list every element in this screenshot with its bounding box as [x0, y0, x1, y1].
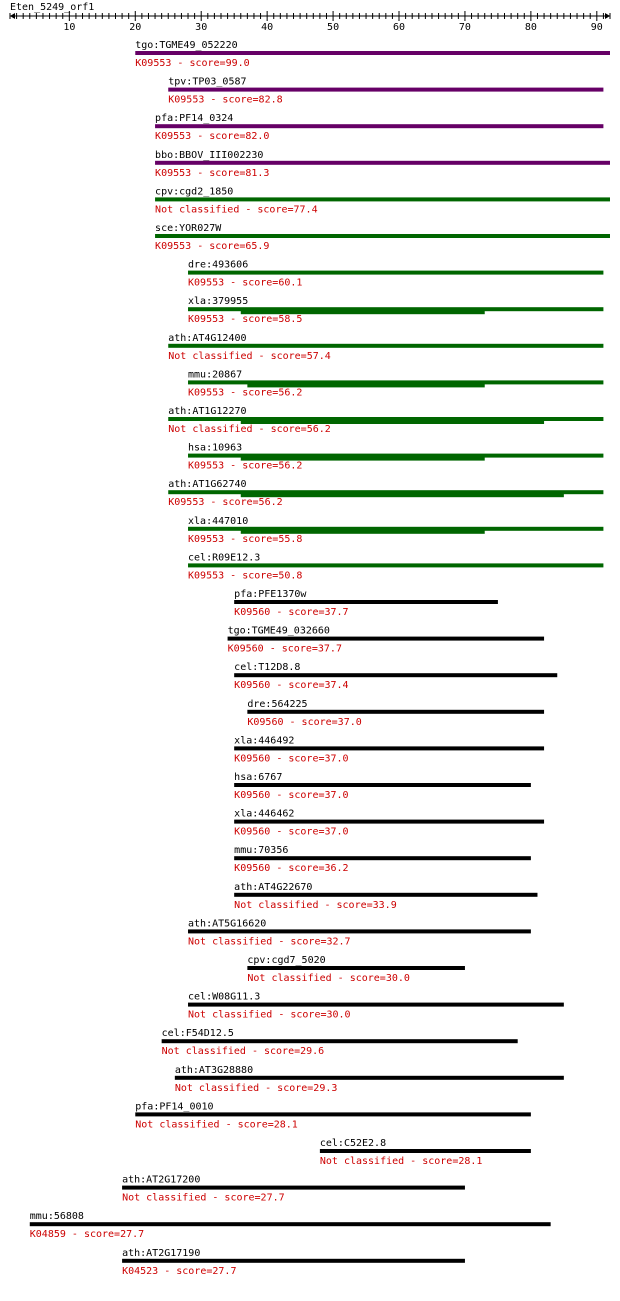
hit-bar: [188, 271, 603, 275]
hit-bar: [234, 746, 544, 750]
hit-row: [162, 1028, 518, 1057]
hit-bar: [234, 820, 544, 824]
hit-name: ath:AT4G12400: [168, 332, 247, 344]
hit-row: [188, 516, 603, 545]
hit-row: [168, 333, 603, 362]
hit-row: [234, 882, 537, 911]
hit-row: [188, 296, 603, 325]
hit-name: pfa:PF14_0324: [155, 113, 234, 125]
hit-row: [234, 735, 544, 764]
hit-description: K09560 - score=37.7: [234, 607, 349, 618]
hit-bar: [320, 1149, 531, 1153]
hit-row: [168, 77, 603, 106]
hit-bar: [168, 88, 603, 92]
position-ruler: [10, 11, 610, 33]
hit-name: ath:AT2G17200: [122, 1174, 201, 1186]
ruler-tick-label: 70: [458, 22, 471, 33]
hit-name: ath:AT1G62740: [168, 479, 247, 491]
hit-bar: [247, 966, 465, 970]
hit-row: [234, 772, 531, 801]
hit-description: K09553 - score=81.3: [155, 167, 270, 179]
hit-row: [168, 479, 603, 508]
hit-row: [30, 1211, 551, 1240]
hit-row: [155, 186, 610, 215]
hit-row: [155, 113, 603, 142]
hit-row: [247, 699, 544, 728]
hit-bar: [155, 124, 603, 128]
hit-row: [188, 552, 603, 581]
hit-description: K09553 - score=58.5: [188, 314, 303, 326]
ruler-tick-label: 30: [195, 22, 208, 33]
hit-bar: [122, 1186, 465, 1190]
hit-name: dre:564225: [247, 698, 308, 710]
hit-bar: [155, 197, 610, 201]
hit-description: K09553 - score=56.2: [188, 460, 303, 472]
hit-name: tgo:TGME49_032660: [227, 625, 330, 637]
hit-bar: [247, 710, 544, 714]
hit-description: Not classified - score=33.9: [234, 899, 397, 911]
hit-description: K09560 - score=37.7: [227, 643, 342, 655]
hit-name: cel:W08G11.3: [188, 991, 261, 1003]
hit-row: [155, 223, 610, 252]
ruler-right-arrow: [605, 13, 610, 19]
hit-name: pfa:PF14_0010: [135, 1101, 214, 1113]
hit-description: K09553 - score=99.0: [135, 58, 250, 69]
hit-name: mmu:56808: [29, 1211, 84, 1223]
hit-row: [135, 1101, 531, 1130]
hit-name: mmu:20867: [188, 369, 243, 381]
hit-name: bbo:BBOV_III002230: [155, 149, 264, 161]
hit-description: K04859 - score=27.7: [29, 1229, 145, 1241]
hit-bar: [234, 673, 557, 677]
hit-description: K09553 - score=82.8: [168, 94, 283, 106]
hit-description: Not classified - score=30.0: [247, 973, 410, 984]
hit-row: [168, 406, 603, 435]
hit-description: K09553 - score=65.9: [155, 241, 270, 252]
hit-row: [135, 40, 610, 69]
query-title: Eten_5249_orf1: [10, 2, 95, 13]
hit-description: K09553 - score=50.8: [188, 570, 303, 582]
ruler-tick-label: 90: [590, 22, 603, 33]
hit-description: K09553 - score=60.1: [188, 277, 303, 289]
hit-name: ath:AT1G12270: [168, 406, 247, 417]
hit-name: mmu:70356: [234, 845, 289, 857]
hit-name: cel:R09E12.3: [188, 552, 261, 564]
hit-row: [122, 1248, 465, 1277]
hit-row: [234, 809, 544, 838]
hit-name: xla:446492: [234, 735, 295, 747]
hit-bar: [228, 637, 544, 641]
hit-bar: [135, 1112, 531, 1116]
hit-description: K09560 - score=37.0: [234, 826, 349, 838]
hit-list: [30, 40, 610, 1277]
hit-bar: [168, 344, 603, 348]
hit-description: K09560 - score=37.4: [234, 680, 349, 692]
hit-row: [188, 918, 531, 947]
hit-name: hsa:6767: [234, 772, 283, 783]
hit-row: [188, 369, 603, 398]
hit-bar: [234, 600, 498, 604]
hit-name: cel:F54D12.5: [161, 1028, 234, 1040]
hit-description: K09553 - score=56.2: [168, 497, 283, 509]
hit-bar: [234, 893, 537, 897]
hit-name: ath:AT5G16620: [188, 918, 267, 930]
hit-description: K09553 - score=55.8: [188, 533, 303, 545]
hit-name: cpv:cgd7_5020: [247, 955, 326, 966]
hit-row: [155, 150, 610, 179]
hit-row: [320, 1138, 531, 1167]
hit-row: [122, 1175, 465, 1204]
hit-description: Not classified - score=57.4: [168, 350, 331, 362]
hit-bar: [162, 1039, 518, 1043]
hit-description: K04523 - score=27.7: [122, 1265, 237, 1277]
hit-name: hsa:10963: [188, 442, 243, 454]
hit-bar: [188, 1003, 564, 1007]
hit-name: cel:T12D8.8: [234, 662, 301, 674]
ruler-tick-label: 20: [129, 22, 142, 33]
hit-name: sce:YOR027W: [155, 223, 222, 234]
hit-bar: [175, 1076, 564, 1080]
hit-bar: [155, 161, 610, 165]
hit-description: K09560 - score=37.0: [234, 753, 349, 765]
hit-description: K09553 - score=82.0: [155, 131, 270, 143]
hit-name: ath:AT2G17190: [122, 1247, 201, 1259]
hit-bar: [188, 929, 531, 933]
hit-name: xla:447010: [188, 515, 249, 527]
ruler-tick-label: 10: [63, 22, 76, 33]
hit-name: tpv:TP03_0587: [168, 76, 247, 88]
hit-bar: [122, 1259, 465, 1263]
hit-name: cel:C52E2.8: [319, 1138, 387, 1149]
hit-row: [234, 589, 498, 618]
hit-description: Not classified - score=29.6: [161, 1046, 325, 1058]
ruler-tick-label: 40: [261, 22, 274, 33]
hit-name: tgo:TGME49_052220: [135, 40, 238, 51]
hit-name: dre:493606: [188, 259, 249, 271]
hit-description: Not classified - score=30.0: [188, 1009, 351, 1021]
ruler-tick-label: 50: [327, 22, 340, 33]
hit-row: [234, 845, 531, 874]
hit-bar: [155, 234, 610, 238]
ruler-left-arrow: [10, 13, 15, 19]
hit-name: xla:446462: [234, 808, 295, 820]
hit-name: pfa:PFE1370w: [234, 589, 307, 600]
hit-row: [188, 260, 603, 289]
hit-description: K09560 - score=36.2: [234, 863, 349, 875]
hit-bar: [135, 51, 610, 55]
ruler-tick-label: 60: [392, 22, 406, 33]
hit-description: Not classified - score=56.2: [168, 424, 331, 435]
hit-description: K09553 - score=56.2: [188, 387, 303, 399]
hit-description: K09560 - score=37.0: [234, 790, 349, 801]
hit-row: [228, 626, 544, 655]
hit-row: [247, 955, 465, 984]
hit-bar: [234, 856, 531, 860]
hit-description: Not classified - score=28.1: [319, 1156, 483, 1167]
hit-name: cpv:cgd2_1850: [155, 186, 234, 198]
hit-name: xla:379955: [188, 296, 249, 308]
hit-name: ath:AT3G28880: [174, 1064, 254, 1076]
hit-description: Not classified - score=27.7: [122, 1192, 285, 1204]
hit-description: Not classified - score=32.7: [188, 936, 351, 948]
hit-bar: [234, 783, 531, 787]
hit-description: Not classified - score=29.3: [174, 1082, 338, 1094]
hit-bar: [188, 563, 603, 567]
hit-description: Not classified - score=28.1: [135, 1119, 298, 1131]
hit-row: [188, 443, 603, 472]
hit-row: [188, 992, 564, 1021]
hit-sub-bar: [241, 493, 564, 497]
hit-name: ath:AT4G22670: [234, 881, 313, 893]
hit-row: [175, 1065, 564, 1094]
hit-row: [234, 662, 557, 691]
hit-bar: [30, 1222, 551, 1226]
hit-description: K09560 - score=37.0: [247, 716, 362, 728]
ruler-tick-label: 80: [524, 22, 537, 33]
hit-description: Not classified - score=77.4: [155, 204, 318, 216]
